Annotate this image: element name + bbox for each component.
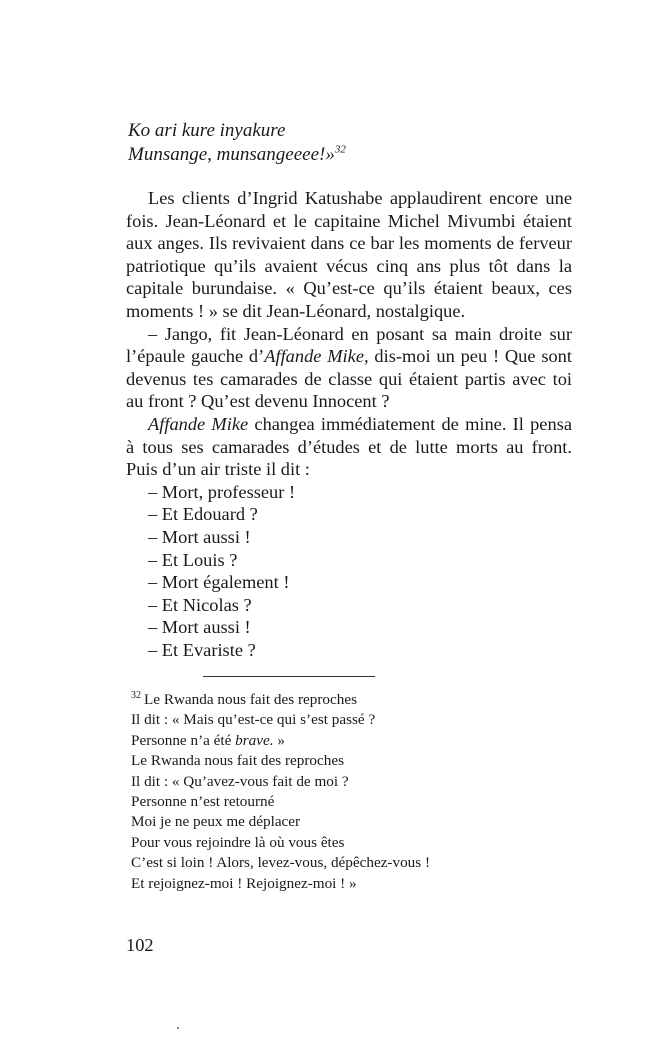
dialogue-line: – Et Louis ?	[148, 549, 238, 570]
paragraph-2	[126, 323, 572, 413]
song-line-2	[128, 143, 346, 167]
dialogue-block	[126, 481, 572, 662]
footnote-line-italic: brave.	[235, 731, 274, 749]
page-number: 102	[126, 935, 154, 955]
dialogue-line: – Mort aussi !	[148, 526, 251, 547]
paragraph-3	[126, 413, 572, 481]
dialogue-line: – Et Edouard ?	[148, 504, 258, 525]
song-line-1-text: Ko ari kure inyakure	[128, 120, 286, 141]
footnote-reference[interactable]: 32	[334, 143, 346, 156]
footnote-line: Personne n’est retourné	[131, 793, 275, 811]
footnote-line-text: Personne n’a été	[131, 731, 236, 749]
footnote-line	[131, 690, 430, 710]
paragraph-2-text-b: dis-moi un peu ! Que sont devenus tes camarades de classe qui étaient partis avec toi au front ? Qu’est devenu Innocent ?	[126, 346, 572, 412]
paragraph-1: Les clients d’Ingrid Katushabe applaudirent encore une fois. Jean-Léonard et le capitaine Michel Mivumbi étaient aux anges. Ils revivaient dans ce bar les moments de ferveur patriotique qu’ils avaient vécus cinq ans plus tôt dans la capitale burundaise. « Qu’est-ce qu’ils étaient beaux, ces moments ! » se dit Jean-Léonard, nostalgique.	[126, 188, 572, 321]
scan-speck	[177, 1027, 179, 1029]
footnote-line: Il dit : « Mais qu’est-ce qui s’est passé ?	[131, 711, 376, 729]
paragraph-3-text: changea immédiatement de mine. Il pensa à tous ses camarades d’études et de lutte morts au front. Puis d’un air triste il dit :	[126, 413, 572, 480]
footnote-line-text: Le Rwanda nous fait des reproches	[144, 691, 357, 708]
paragraph-3-name: Affande Mike	[148, 413, 249, 434]
song-line-2-text: Munsange, munsangeeee!»	[128, 144, 335, 165]
footnote-line: Moi je ne peux me déplacer	[131, 813, 301, 831]
dialogue-line: – Mort aussi !	[148, 617, 251, 638]
footnote-line: Pour vous rejoindre là où vous êtes	[131, 833, 345, 851]
paragraph-2-text-a: – Jango, fit Jean-Léonard en posant sa main droite sur l’épaule gauche d’	[126, 323, 572, 367]
dialogue-line: – Et Evariste ?	[148, 639, 256, 660]
body-text	[126, 187, 572, 661]
footnote-line	[131, 731, 430, 751]
footnote-line: Il dit : « Qu’avez-vous fait de moi ?	[131, 772, 349, 790]
footnote-line: Et rejoignez-moi ! Rejoignez-moi ! »	[131, 874, 357, 892]
footnote-line-text: »	[273, 731, 285, 749]
dialogue-line: – Et Nicolas ?	[148, 594, 252, 615]
song-lyrics	[128, 119, 346, 167]
footnote-line: Le Rwanda nous fait des reproches	[131, 752, 344, 770]
footnote	[131, 690, 430, 894]
dialogue-line: – Mort également !	[148, 572, 290, 593]
dialogue-line: – Mort, professeur !	[148, 481, 296, 502]
paragraph-2-name: Affande Mike,	[264, 346, 369, 367]
song-line-1	[128, 119, 346, 143]
footnote-separator	[203, 676, 375, 677]
footnote-line: C’est si loin ! Alors, levez-vous, dépêchez-vous !	[131, 854, 431, 872]
footnote-number: 32	[131, 689, 141, 701]
